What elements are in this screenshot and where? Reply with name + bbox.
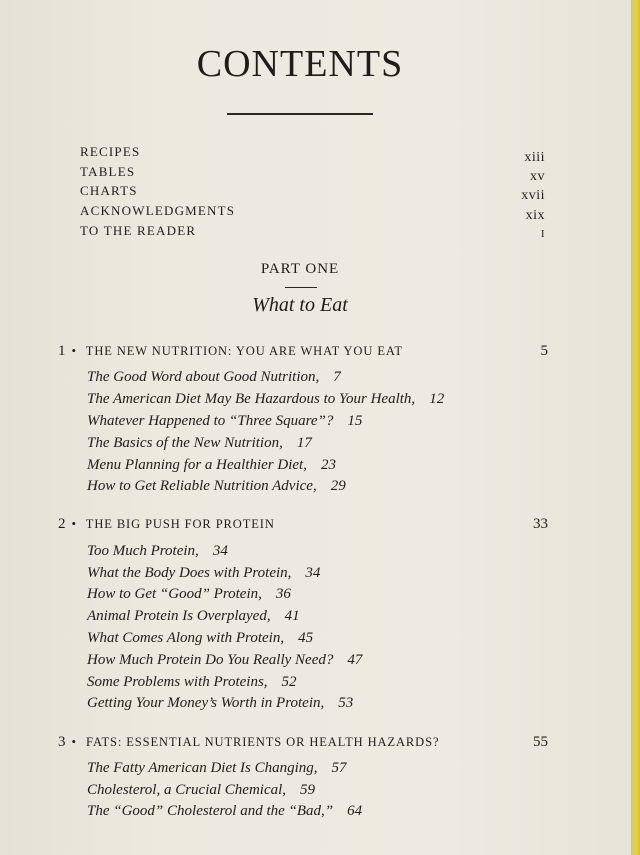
title-divider xyxy=(227,113,373,115)
front-matter-page: I xyxy=(540,228,545,240)
page-edge xyxy=(631,0,640,855)
chapter-heading xyxy=(58,343,548,360)
section-entry xyxy=(87,695,353,712)
section-page: 41 xyxy=(284,608,300,624)
chapter-title: FATS: ESSENTIAL NUTRIENTS OR HEALTH HAZARDS? xyxy=(86,735,440,749)
section-entry xyxy=(87,782,315,799)
section-entry xyxy=(87,652,362,669)
section-title: The Basics of the New Nutrition, xyxy=(87,435,283,451)
section-title: Menu Planning for a Healthier Diet, xyxy=(87,457,307,473)
section-entry xyxy=(87,478,346,495)
section-page: 29 xyxy=(330,478,346,494)
section-title: The Good Word about Good Nutrition, xyxy=(87,369,320,385)
section-entry xyxy=(87,760,347,777)
front-matter-label: ACKNOWLEDGMENTS xyxy=(80,203,236,218)
section-page: 34 xyxy=(212,543,228,559)
section-page: 53 xyxy=(338,695,354,711)
section-page: 23 xyxy=(320,457,336,473)
section-entry xyxy=(87,586,291,603)
section-entry xyxy=(87,565,320,582)
section-page: 12 xyxy=(429,391,445,407)
section-page: 45 xyxy=(298,630,314,646)
chapter-heading xyxy=(58,516,548,533)
chapter-page: 5 xyxy=(540,343,548,359)
section-entry xyxy=(87,630,313,647)
section-entry xyxy=(87,543,228,560)
section-entry xyxy=(87,435,312,452)
chapter-heading xyxy=(58,734,548,751)
section-page: 52 xyxy=(281,674,297,690)
section-entry xyxy=(87,674,297,691)
section-title: Animal Protein Is Overplayed, xyxy=(87,608,271,624)
section-entry xyxy=(87,369,341,386)
section-entry xyxy=(87,413,362,430)
bullet-icon: • xyxy=(71,516,77,531)
section-title: How to Get “Good” Protein, xyxy=(87,586,262,602)
part-divider xyxy=(285,287,317,288)
section-entry xyxy=(87,391,444,408)
section-title: Getting Your Money’s Worth in Protein, xyxy=(87,695,325,711)
page-title: CONTENTS xyxy=(196,43,404,85)
chapter-title: THE BIG PUSH FOR PROTEIN xyxy=(85,517,275,531)
section-page: 36 xyxy=(275,586,291,602)
front-matter-page: xix xyxy=(525,208,545,223)
section-title: Some Problems with Proteins, xyxy=(87,674,268,690)
section-title: What the Body Does with Protein, xyxy=(87,565,292,581)
front-matter-label: RECIPES xyxy=(80,144,141,159)
section-title: Whatever Happened to “Three Square”? xyxy=(87,413,334,429)
section-page: 59 xyxy=(300,782,316,798)
section-title: The American Diet May Be Hazardous to Your Health, xyxy=(87,391,416,407)
section-page: 15 xyxy=(347,413,363,429)
chapter-number: 1 xyxy=(58,343,66,359)
chapter-number: 3 xyxy=(58,734,66,750)
part-label: PART ONE xyxy=(260,261,340,277)
bullet-icon: • xyxy=(71,734,77,749)
section-title: Too Much Protein, xyxy=(87,543,199,559)
section-page: 47 xyxy=(347,652,363,668)
section-entry xyxy=(87,803,362,820)
section-title: Cholesterol, a Crucial Chemical, xyxy=(87,782,287,798)
front-matter-label: CHARTS xyxy=(80,183,138,198)
front-matter-page: xvii xyxy=(521,188,545,203)
front-matter-label: TABLES xyxy=(80,164,136,179)
section-title: How Much Protein Do You Really Need? xyxy=(87,652,334,668)
section-page: 64 xyxy=(347,803,363,819)
section-page: 17 xyxy=(296,435,312,451)
front-matter-page: xv xyxy=(530,169,545,184)
section-title: The “Good” Cholesterol and the “Bad,” xyxy=(87,803,334,819)
bullet-icon: • xyxy=(71,343,77,358)
chapter-page: 55 xyxy=(533,734,548,750)
front-matter-page: xiii xyxy=(524,150,545,165)
part-title: What to Eat xyxy=(252,294,348,316)
section-page: 7 xyxy=(333,369,341,385)
chapter-number: 2 xyxy=(58,516,66,532)
section-title: The Fatty American Diet Is Changing, xyxy=(87,760,318,776)
chapter-page: 33 xyxy=(533,516,548,532)
section-title: What Comes Along with Protein, xyxy=(87,630,285,646)
front-matter-label: TO THE READER xyxy=(80,223,197,238)
section-entry xyxy=(87,608,300,625)
section-page: 34 xyxy=(305,565,321,581)
chapter-title: THE NEW NUTRITION: YOU ARE WHAT YOU EAT xyxy=(85,344,403,358)
section-title: How to Get Reliable Nutrition Advice, xyxy=(87,478,317,494)
section-entry xyxy=(87,457,336,474)
section-page: 57 xyxy=(331,760,347,776)
